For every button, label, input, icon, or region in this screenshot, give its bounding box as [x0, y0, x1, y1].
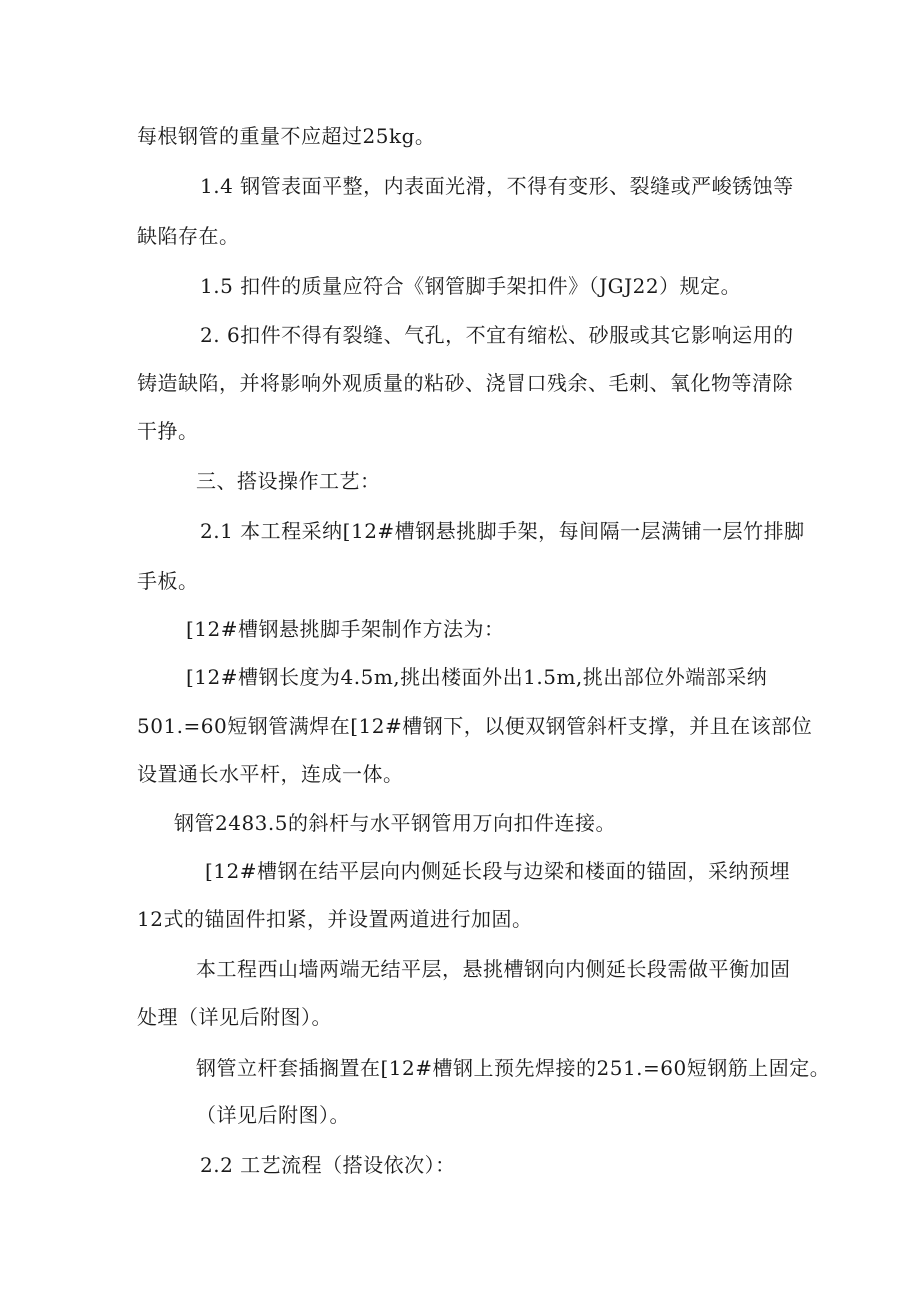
- text-line-9: 2.1 本工程采纳[12#槽钢悬挑脚手架，每间隔一层满铺一层竹排脚: [200, 519, 805, 543]
- text-line-1: 每根钢管的重量不应超过25kg。: [137, 124, 436, 148]
- text-line-13: 501.=60短钢管满焊在[12#槽钢下，以便双钢管斜杆支撑，并且在该部位: [137, 714, 813, 738]
- text-line-17: 12式的锚固件扣紧，并设置两道进行加固。: [137, 907, 533, 931]
- text-line-16: [12#槽钢在结平层向内侧延长段与边梁和楼面的锚固，采纳预埋: [205, 859, 791, 883]
- text-line-11: [12#槽钢悬挑脚手架制作方法为：: [186, 617, 505, 641]
- text-line-21: （详见后附图）。: [196, 1103, 350, 1127]
- text-line-14: 设置通长水平杆，连成一体。: [137, 762, 404, 786]
- text-line-4: 1.5 扣件的质量应符合《钢管脚手架扣件》（JGJ22）规定。: [200, 274, 742, 298]
- text-line-2: 1.4 钢管表面平整，内表面光滑，不得有变形、裂缝或严峻锈蚀等: [200, 174, 794, 198]
- section-heading: 三、搭设操作工艺：: [196, 469, 381, 493]
- text-line-18: 本工程西山墙两端无结平层，悬挑槽钢向内侧延长段需做平衡加固: [196, 957, 791, 981]
- text-line-19: 处理（详见后附图）。: [137, 1005, 332, 1029]
- text-line-10: 手板。: [137, 569, 199, 593]
- text-line-15: 钢管2483.5的斜杆与水平钢管用万向扣件连接。: [174, 811, 616, 835]
- text-line-22: 2.2 工艺流程（搭设依次）：: [200, 1153, 456, 1177]
- text-line-7: 干挣。: [137, 419, 199, 443]
- text-line-3: 缺陷存在。: [137, 224, 240, 248]
- text-line-12: [12#槽钢长度为4.5m,挑出楼面外出1.5m,挑出部位外端部采纳: [186, 665, 768, 689]
- text-line-6: 铸造缺陷，并将影响外观质量的粘砂、浇冒口残余、毛刺、氧化物等清除: [137, 371, 793, 395]
- text-line-20: 钢管立杆套插搁置在[12#槽钢上预先焊接的251.=60短钢筋上固定。: [196, 1056, 831, 1080]
- text-line-5: 2. 6扣件不得有裂缝、气孔，不宜有缩松、砂服或其它影响运用的: [200, 323, 794, 347]
